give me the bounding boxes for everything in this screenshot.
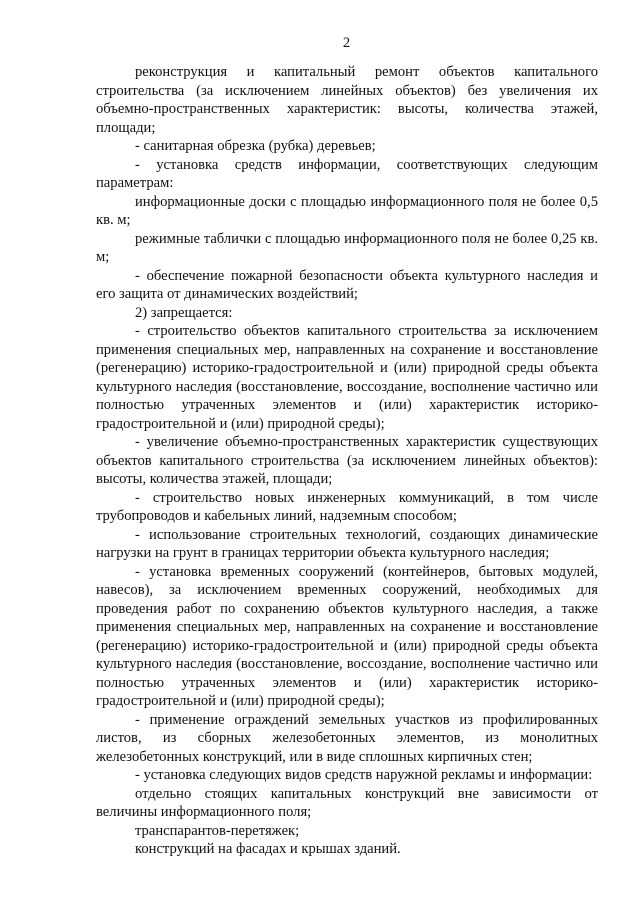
paragraph: - санитарная обрезка (рубка) деревьев; (135, 138, 376, 154)
paragraph: - использование строительных технологий, создающих динамические нагрузки на грунт в границах территории объекта культурного наследия; (96, 526, 598, 561)
paragraph: 2) запрещается: (135, 304, 233, 321)
paragraph: - обеспечение пожарной безопасности объекта культурного наследия и его защита от динамических воздействий; (96, 267, 598, 302)
paragraph: - установка следующих видов средств наружной рекламы и информации: (135, 767, 593, 783)
paragraph: - увеличение объемно-пространственных характеристик существующих объектов капитального строительства (за исключением линейных объектов): высоты, количества этажей, площади; (96, 434, 598, 487)
paragraph: - установка средств информации, соответствующих следующим параметрам: (96, 156, 598, 191)
paragraph: режимные таблички с площадью информационного поля не более 0,25 кв. м; (96, 230, 598, 265)
paragraph: отдельно стоящих капитальных конструкций вне зависимости от величины информационного поля; (96, 785, 598, 820)
page-number: 2 (342, 35, 351, 51)
paragraph: - строительство объектов капитального строительства за исключением применения специальных мер, направленных на сохранение и восстановление (регенерацию) историко-градостроительной и (или) природной среды объекта культурного наследия (восстановление, воссоздание, восполнение частично или полностью утраченных элементов и (или) характеристик историко-градостроительной и (или) природной среды); (96, 323, 598, 432)
paragraph: транспарантов-перетяжек; (135, 822, 300, 839)
paragraph: - строительство новых инженерных коммуникаций, в том числе трубопроводов и кабельных линий, надземным способом; (96, 489, 598, 524)
paragraph: - применение ограждений земельных участков из профилированных листов, из сборных железобетонных элементов, из монолитных железобетонных конструкций, или в виде сплошных кирпичных стен; (96, 711, 598, 765)
paragraph: конструкций на фасадах и крышах зданий. (135, 841, 401, 857)
paragraph: информационные доски с площадью информационного поля не более 0,5 кв. м; (96, 193, 598, 228)
paragraph: реконструкция и капитальный ремонт объектов капитального строительства (за исключением линейных объектов) без увеличения их объемно-пространственных характеристик: высоты, количества этажей, площади; (96, 64, 598, 136)
paragraph: - установка временных сооружений (контейнеров, бытовых модулей, навесов), за исключением временных сооружений, необходимых для проведения работ по сохранению объектов культурного наследия, а также применения специальных мер, направленных на сохранение и восстановление (регенерацию) историко-градостроительной и (или) природной среды объекта культурного наследия (восстановление, воссоздание, восполнение частично или полностью утраченных элементов и (или) характеристик историко-градостроительной и (или) природной среды); (96, 563, 598, 709)
document-body (96, 63, 598, 859)
